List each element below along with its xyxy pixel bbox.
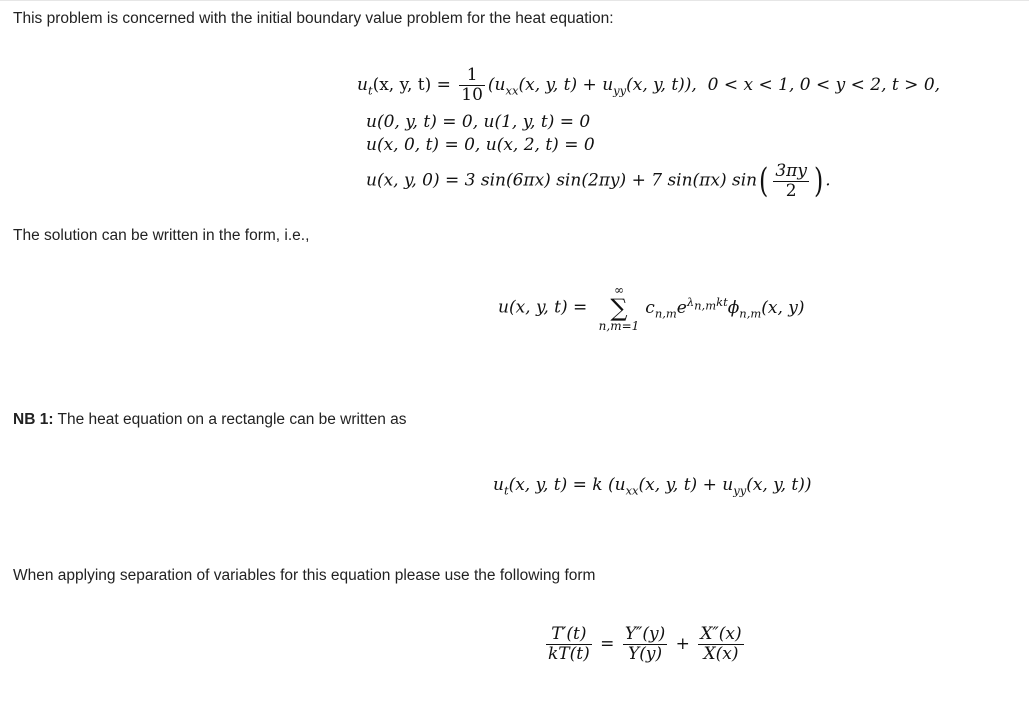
pde-line xyxy=(357,66,940,105)
pde-args: (x, y, t) = xyxy=(372,75,451,95)
nb1-text: The heat equation on a rectangle can be written as xyxy=(53,411,407,428)
separation-form: $\frac{T'(t)}{kT(t)}$ = $\frac{Y''(y)}{Y(y)}$ + $\frac{X''(x)}{X(x)}$ xyxy=(548,624,742,664)
separation-text: When applying separation of variables for this equation please use the following form xyxy=(13,567,596,584)
series-solution xyxy=(498,284,805,332)
x-ratio: $\frac{X''(x)}{X(x)}$ xyxy=(700,624,742,664)
initial-condition: u(x, y, 0) = 3 sin(6πx) sin(2πy) + 7 sin(πx) sin( $\frac{3\pi y}{2}$ ) . xyxy=(366,160,831,201)
solution-text: The solution can be written in the form, i.e., xyxy=(13,227,310,244)
pde-domain: 0 < x < 1, 0 < y < 2, t > 0, xyxy=(707,75,941,95)
series-term: $c_{n,m}e^{\lambda_{n,m}kt}\phi_{n,m}(x$, y) xyxy=(645,294,805,320)
time-ratio: $\frac{T'(t)}{kT(t)}$ xyxy=(548,624,590,664)
initial-condition-fraction: $\frac{3\pi y}{2}$ xyxy=(775,160,807,201)
nb1-label: NB 1: xyxy=(13,411,54,428)
boundary-condition-x: u(0, y, t) = 0, u(1, y, t) = 0 xyxy=(366,112,591,132)
pde-lhs: $u_t$ xyxy=(357,75,373,98)
general-heat-equation: $u_t(x$, y, t) = k ($u_{xx}(x$, y, $t) + u_{yy}(x$, y, t)) xyxy=(493,475,812,498)
summation-symbol: ∞ ∑ n,m=1 xyxy=(598,283,640,333)
series-lhs: u(x, y, t) = xyxy=(498,297,588,318)
pde-coefficient: $\frac{1}{10}$ xyxy=(461,65,483,105)
pde-rhs: ($u_{xx}(x$, y, $t) + u_{yy}(x$, y, t)), xyxy=(487,75,697,98)
y-ratio: $\frac{Y''(y)}{Y(y)}$ xyxy=(624,624,666,664)
intro-text: This problem is concerned with the initial boundary value problem for the heat equation: xyxy=(13,10,614,27)
nb1-note xyxy=(13,410,407,430)
boundary-condition-y: u(x, 0, t) = 0, u(x, 2, t) = 0 xyxy=(366,135,595,155)
top-divider xyxy=(0,0,1029,1)
